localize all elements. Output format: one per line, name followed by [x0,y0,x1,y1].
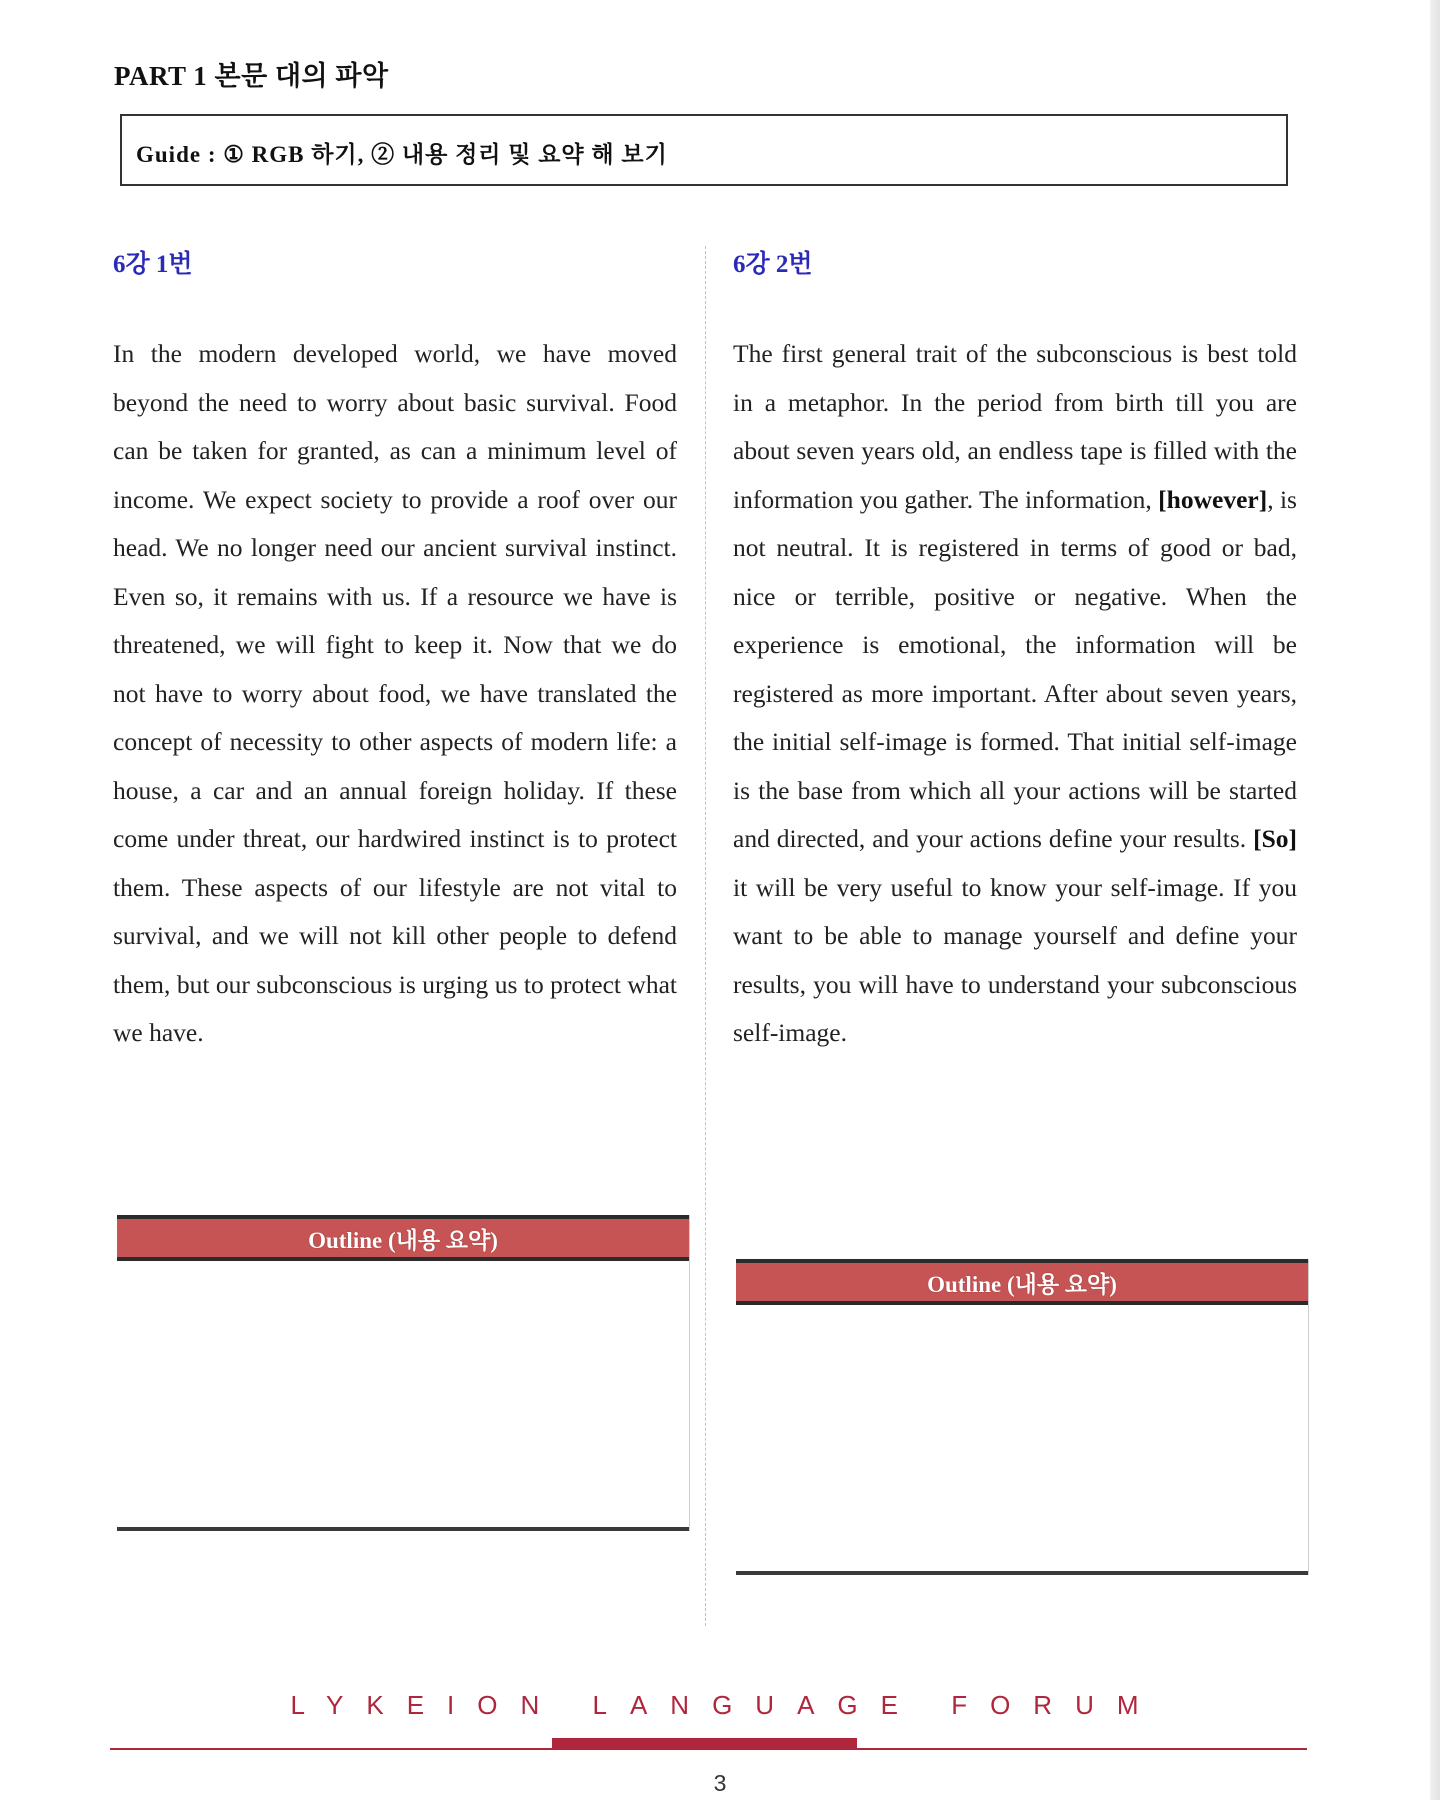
passage-2-text-3: it will be very useful to know your self-image. If you want to be able to manage yourself and define your results, you will have to understand your subconscious self-image. [733,872,1297,1047]
passage-2-text-2: , is not neutral. It is registered in terms of good or bad, nice or terrible, positive or negative. When the experience is emotional, the information will be registered as more important. After about seven years, the initial self-image is formed. That initial self-image is the base from which all your actions will be started and directed, and your actions define your results. [733,484,1297,853]
footer-brand: LYKEION LANGUAGE FORUM [290,1690,1162,1720]
column-divider [705,246,706,1626]
section-title-2: 6강 2번 [733,251,813,278]
outline-bottom-rule-1 [117,1527,689,1531]
passage-2-text-1: The first general trait of the subconscious is best told in a metaphor. In the period from birth till you are about seven years old, an endless tape is filled with the information you gather. The information, [733,339,1297,514]
outline-header-1: Outline (내용 요약) [117,1215,689,1261]
page-number: 3 [713,1770,727,1796]
passage-2-bracket-however: [however] [1158,484,1268,514]
page-edge [1430,0,1440,1800]
outline-body-2[interactable] [736,1305,1308,1571]
outline-bottom-rule-2 [736,1571,1308,1575]
section-title-1: 6강 1번 [113,251,193,278]
guide-box [120,114,1288,186]
passage-1: In the modern developed world, we have moved beyond the need to worry about basic survival. Food can be taken for granted, as can a minimum level of income. We expect society to provide a roof over our head. We no longer need our ancient survival instinct. Even so, it remains with us. If a resource we have is threatened, we will fight to keep it. Now that we do not have to worry about food, we have translated the concept of necessity to other aspects of modern life: a house, a car and an annual foreign holiday. If these come under threat, our hardwired instinct is to protect them. These aspects of our lifestyle are not vital to survival, and we will not kill other people to defend them, but our subconscious is urging us to protect what we have. [113,339,677,1047]
passage-2 [733,330,1297,1058]
outline-header-2: Outline (내용 요약) [736,1259,1308,1305]
outline-body-1[interactable] [117,1261,689,1527]
outline-box-2 [736,1259,1309,1575]
guide-text: Guide : ① RGB 하기, ② 내용 정리 및 요약 해 보기 [136,142,668,167]
outline-box-1 [117,1215,690,1531]
passage-2-bracket-so: [So] [1253,824,1297,853]
part-title: PART 1 본문 대의 파악 [114,61,389,91]
footer-accent-bar [552,1738,857,1750]
